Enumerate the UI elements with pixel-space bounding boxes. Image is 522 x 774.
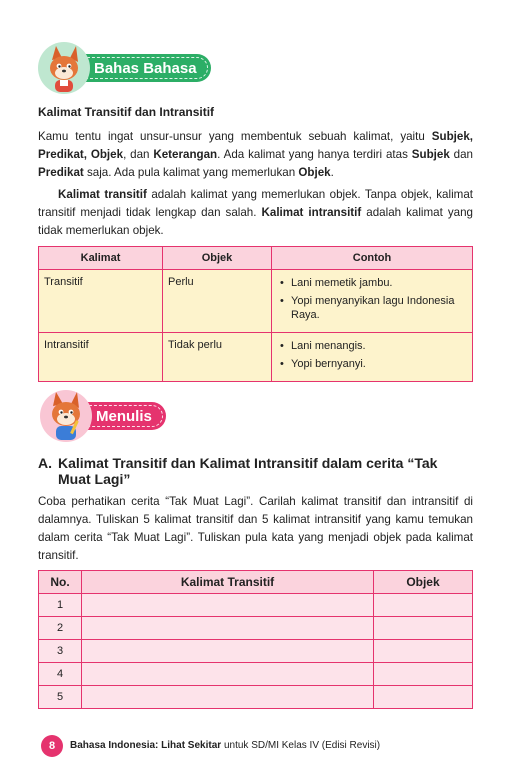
kalimat-cell[interactable]	[82, 686, 374, 709]
fox-mascot-icon	[38, 42, 90, 94]
cell-kalimat: Transitif	[39, 270, 163, 333]
cell-contoh	[272, 333, 473, 382]
kalimat-cell[interactable]	[82, 640, 374, 663]
cell-objek: Tidak perlu	[163, 333, 272, 382]
objek-cell[interactable]	[374, 594, 473, 617]
objek-cell[interactable]	[374, 640, 473, 663]
table-row	[39, 594, 473, 617]
answer-table	[38, 570, 473, 709]
table-row	[39, 270, 473, 333]
header-no: No.	[39, 571, 82, 594]
objek-cell[interactable]	[374, 663, 473, 686]
objek-cell[interactable]	[374, 617, 473, 640]
page-number: 8	[41, 735, 63, 757]
section-a-title: Kalimat Transitif dan Kalimat Intransitif dalam cerita “Tak Muat Lagi”	[58, 455, 438, 487]
example-item: • Lani menangis.	[291, 339, 467, 353]
cell-contoh	[272, 270, 473, 333]
task-paragraph: Coba perhatikan cerita “Tak Muat Lagi”. Carilah kalimat transitif dan intransitif di dalamnya. Tuliskan 5 kalimat transitif dan 5 kalimat intransitif yang kamu temukan dalam cerita “Tak Muat Lagi”. Tuliskan pula kata yang menjadi objek pada kalimat transitif.	[38, 495, 473, 562]
header-kalimat: Kalimat	[39, 247, 163, 270]
transitif-table	[38, 246, 473, 382]
header-kalimat-transitif: Kalimat Transitif	[82, 571, 374, 594]
row-number: 3	[39, 640, 82, 663]
example-item: • Yopi bernyanyi.	[291, 357, 467, 371]
table-row	[39, 640, 473, 663]
definition-paragraph: Kalimat transitif adalah kalimat yang memerlukan objek. Tanpa objek, kalimat transitif menjadi tidak lengkap dan salah. Kalimat intransitif adalah kalimat yang tidak memerlukan objek.	[38, 188, 474, 237]
book-title: Bahasa Indonesia: Lihat Sekitar untuk SD/MI Kelas IV (Edisi Revisi)	[70, 740, 381, 751]
row-number: 5	[39, 686, 82, 709]
table-row	[39, 333, 473, 382]
example-item: • Lani memetik jambu.	[291, 276, 467, 290]
table-row	[39, 663, 473, 686]
table-header-row	[39, 571, 473, 594]
table-header-row	[39, 247, 473, 270]
kalimat-cell[interactable]	[82, 617, 374, 640]
cell-kalimat: Intransitif	[39, 333, 163, 382]
menulis-label: Menulis	[96, 407, 152, 425]
fox-mascot-writing-icon	[40, 390, 92, 442]
section-a-letter: A.	[38, 455, 52, 471]
header-contoh: Contoh	[272, 247, 473, 270]
table-row	[39, 617, 473, 640]
objek-cell[interactable]	[374, 686, 473, 709]
section-title: Kalimat Transitif dan Intransitif	[38, 105, 215, 119]
cell-objek: Perlu	[163, 270, 272, 333]
kalimat-cell[interactable]	[82, 663, 374, 686]
bahas-bahasa-banner	[38, 42, 211, 94]
header-objek: Objek	[163, 247, 272, 270]
intro-paragraph: Kamu tentu ingat unsur-unsur yang membentuk sebuah kalimat, yaitu Subjek, Predikat, Objek, dan Keterangan. Ada kalimat yang hanya terdiri atas Subjek dan Predikat saja. Ada pula kalimat yang memerlukan Objek.	[38, 130, 473, 179]
kalimat-cell[interactable]	[82, 594, 374, 617]
table-row	[39, 686, 473, 709]
menulis-banner	[40, 390, 166, 442]
header-objek: Objek	[374, 571, 473, 594]
row-number: 4	[39, 663, 82, 686]
bahas-bahasa-label: Bahas Bahasa	[94, 59, 197, 77]
example-item: • Yopi menyanyikan lagu Indonesia Raya.	[291, 294, 467, 322]
row-number: 2	[39, 617, 82, 640]
row-number: 1	[39, 594, 82, 617]
